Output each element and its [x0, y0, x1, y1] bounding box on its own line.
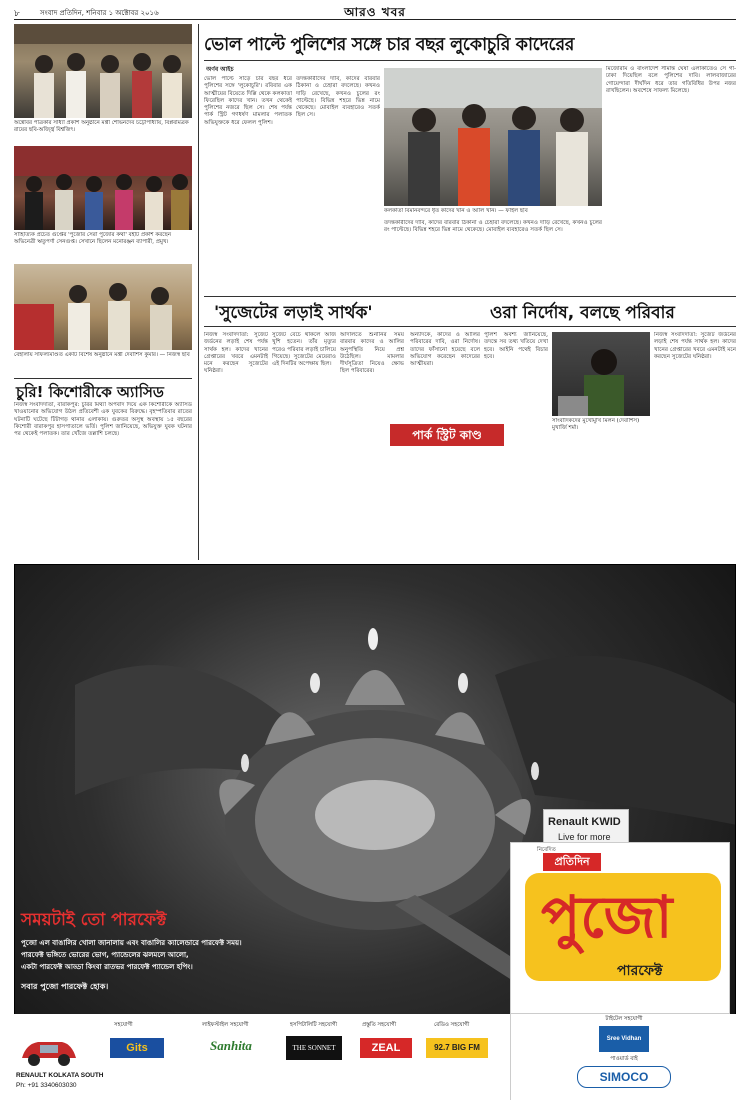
sreevidhan-text: Sree Vidhan [606, 1036, 642, 1042]
top-story-byline: অর্ণব আইচ [206, 66, 234, 73]
simoco-logo [577, 1066, 671, 1088]
sponsor-sonnet [286, 1036, 342, 1060]
renault-line2: Ph: +91 3340603030 [16, 1082, 77, 1089]
book-launch-photo [14, 24, 192, 118]
sponsor-gits-text: Gits [126, 1042, 148, 1054]
renault-car-logo [18, 1028, 80, 1070]
ad-line1: পুজো এল বাঙালির খোলা জানালায় এবং বাঙালির ক্যালেন্ডারে পারফেক্ট সময়। [21, 939, 242, 947]
top-story-photo-caption: কলকাতা বিমানবন্দরে ধৃত কাদের খান ও আলি খান। — ফাইল ছবি [384, 208, 528, 214]
kwid-brand: Renault KWID [548, 816, 621, 828]
puja-logo-main: পুজো [541, 883, 673, 951]
section-title: আরও খবর [344, 5, 406, 19]
book-launch-figures [14, 24, 192, 118]
sponsor-zeal [360, 1038, 412, 1058]
top-story-col1: ভোল পাল্টে সাড়ে চার বছর ধরে পুলিশের সঙ্গে 'লুকোচুরি'। রবিবার এক আত্মীয়ের বিয়েতে দিল্লি থেকে কলকাতা ফিরেছিল কাদের খান। তখন থেকেই পুলিশের নজরে ছিল সে। শেষ পর্যন্ত পার্ক স্ট্রিট গণধর্ষণ মামলার পলাতক অভিযুক্তকে ধরে ফেলল পুলিশ। [204, 76, 292, 126]
puja-presents: নিবেদিত [537, 847, 556, 853]
puja-logo-top [543, 853, 601, 871]
sponsor-sanhita: Sanhita [210, 1038, 252, 1053]
sreevidhan-logo [599, 1026, 649, 1052]
bottom-col1: নিজস্ব সংবাদদাতা: সুজেট জর্ডনের লড়াই শেষ পর্যন্ত সার্থক হল। কাদের খানের গ্রেপ্তারের খবরে এমনটাই মনে করছেন সুজেটের ঘনিষ্ঠরা। [204, 332, 268, 375]
bottom-col6: নিজস্ব সংবাদদাতা: সুজেট জর্ডনের লড়াই শেষ পর্যন্ত সার্থক হল। কাদের খানের গ্রেপ্তারের খবরে এমনটাই মনে করছেন সুজেটের ঘনিষ্ঠরা। [654, 332, 736, 360]
accused-photo [384, 68, 602, 206]
ad-line3: একটা পারফেক্ট আড্ডা কিংবা রাতভর পারফেক্ট প্যান্ডেল হপিং। [21, 963, 193, 971]
press-meet-photo [552, 332, 650, 416]
author-book-figures [14, 146, 192, 230]
title-sponsor-label: টাইটেল সহযোগী [605, 1016, 643, 1022]
renault-line1: RENAULT KOLKATA SOUTH [16, 1072, 104, 1079]
pujo-perfect-logo-box [510, 842, 730, 1014]
top-story-col2: তদন্তকারীদের দাবি, কাদের বারবার ঠিকানা ও চেহারা বদলেছে। কখনও দাড়ি রেখেছে, কখনও চুলের রং পাল্টেছে। বিভিন্ন শহরে ভিন্ন নামে থেকেছে। মোবাইল ব্যবহারেও সতর্ক ছিল সে। [296, 76, 380, 119]
ceremony-photo [14, 264, 192, 350]
sponsor-label-2: লাইফস্টাইল সহযোগী [202, 1022, 249, 1028]
top-story-col3b: তদন্তকারীদের দাবি, কাদের বারবার ঠিকানা ও চেহারা বদলেছে। কখনও দাড়ি রেখেছে, কখনও চুলের রং পাল্টেছে। বিভিন্ন শহরে ভিন্ন নামে থেকেছে। মোবাইল ব্যবহারেও সতর্ক ছিল সে। [384, 220, 602, 234]
ad-tagline: সময়টাই তো পারফেক্ট [21, 910, 167, 930]
ad-signoff: সবার পুজো পারফেক্ট হোক। [21, 982, 109, 991]
bottom-col3: আদালতে শুনানির সময় বারবার কাদের ও আলির অনুপস্থিতি নিয়ে প্রশ্ন উঠেছিল। মামলার দীর্ঘসূত্রিতা নিয়েও ক্ষোভ ছিল পরিবারের। [340, 332, 404, 375]
date-line: সংবাদ প্রতিদিন, শনিবার ১ অক্টোবর ২০১৬ [40, 9, 159, 17]
ad-line2: পারফেক্ট ভঙ্গিতে ভোরের ভোগ, প্যান্ডেলের ঝলমলে আলো, [21, 951, 189, 959]
simoco-text: SIMOCO [599, 1070, 649, 1084]
accused-figures [384, 68, 602, 206]
sponsor-zeal-text: ZEAL [371, 1042, 401, 1054]
photo2-caption: সাহিত্যিক প্রচেত গুপ্তের 'পুজোর সেরা পুজোর কথা' বইটি প্রকাশ করছেন অভিনেত্রী ঋতুপর্ণা সেনগুপ্ত। সেখানে ছিলেন মনোরঞ্জন ব্যাপারী, প্রমুখ। [14, 232, 172, 245]
sponsor-gits [110, 1038, 164, 1058]
puja-logo-top-text: প্রতিদিন [554, 855, 590, 868]
press-meet-figure [552, 332, 650, 416]
powered-by-label: পাওয়ার্ড বাই [610, 1056, 638, 1062]
sponsor-label-5: রেডিও সহযোগী [434, 1022, 470, 1028]
sponsor-sonnet-text: THE SONNET [292, 1044, 336, 1052]
bottom-col4: অন্যদিকে, কাদের ও আলির পরিবারের দাবি, ওরা নির্দোষ। তাদের ফাঁসানো হয়েছে বলে অভিযোগ করেছেন কাদেরের আত্মীয়রা। [410, 332, 480, 368]
kwid-tagline: Live for more [558, 832, 611, 842]
puja-logo-sub: পারফেক্ট [617, 963, 663, 979]
press-photo-caption: সাংবাদিকদের মুখোমুখি মিলন (দেবাশিস) মুখার্জি শর্মা। [552, 418, 640, 431]
sponsor-label-3: হসপিটালিটি সহযোগী [290, 1022, 338, 1028]
bottom-col5: পুলিশ অবশ্য জানিয়েছে, তদন্তে সব তথ্য খতিয়ে দেখা হবে। আইনি পথেই বিচার হবে। [484, 332, 548, 360]
page-folio [14, 4, 736, 20]
sponsor-strip [14, 1014, 510, 1100]
bottom-col2: সুজেট বেঁচে থাকলে আজ খুশি হতেন। তাঁর মৃত্যুর পরেও পরিবার লড়াই চালিয়ে গিয়েছে। সুজেটের মেয়েরাও এই দিনটির অপেক্ষায় ছিল। [272, 332, 336, 368]
family-headline: ওরা নির্দোষ, বলছে পরিবার [490, 303, 675, 323]
acid-story-body: নিজস্ব সংবাদদাতা, বারাকপুর: চুরির মিথ্যা অপবাদ দিয়ে এক কিশোরীকে অ্যাসিড খাওয়ানোর অভিযোগ উঠল প্রতিবেশী এক যুবকের বিরুদ্ধে। বৃহস্পতিবার রাতের ঘটনাটি ঘটেছে টিটাগড় থানার এলাকায়। গুরুতর অসুস্থ অবস্থায় ১৫ বছরের কিশোরী বারাকপুর হাসপাতালে ভর্তি। পুলিশ জানিয়েছে, অভিযুক্ত যুবক ঘটনার পর থেকেই পলাতক। তার খোঁজে তল্লাশি চলছে। [14, 402, 192, 438]
title-sponsor-box [510, 1014, 736, 1100]
top-story-col3: মিজোরাম ও বাংলাদেশ সীমান্ত ঘেঁষা এলাকাতেও সে গা-ঢাকা দিয়েছিল বলে পুলিশের দাবি। লালবাজারের গোয়েন্দারা দীর্ঘদিন ধরে তার গতিবিধির উপর নজর রাখছিলেন। অবশেষে সাফল্য মিলেছে। [606, 66, 736, 94]
top-story-headline: ভোল পাল্টে পুলিশের সঙ্গে চার বছর লুকোচুরি কাদেরের [204, 35, 574, 55]
kicker-label: পার্ক স্ট্রিট কাণ্ড [412, 428, 482, 442]
sujet-headline: 'সুজেটের লড়াই সার্থক' [214, 303, 373, 323]
sponsor-bigfm [426, 1038, 488, 1058]
ceremony-figures [14, 264, 192, 350]
sponsor-bigfm-text: 92.7 BIG FM [434, 1043, 480, 1052]
photo1-caption: অক্টোবর পত্রিকার সাধ্যা প্রকাশ অনুষ্ঠানে মন্ত্রী শোভনদেব চট্টোপাধ্যায়, বিপ্লবমিত্রক রায়ের ছবি-অর্জ্জ্বি বিশ্বজিৎ। [14, 120, 189, 133]
acid-story-headline: চুরি! কিশোরীকে অ্যাসিড [16, 383, 164, 401]
author-book-photo [14, 146, 192, 230]
sponsor-label-4: প্রস্তুতি সহযোগী [362, 1022, 397, 1028]
car-icon [18, 1028, 80, 1070]
sponsor-label-1: সহযোগী [114, 1022, 133, 1028]
photo3-caption: বেহালায় সাফল্যমণ্ডিত একটি বিশেষ অনুষ্ঠানে মন্ত্রী দেবাশিস কুমার। — নিজস্ব ছবি [14, 352, 190, 358]
page-number: ৮ [14, 9, 20, 19]
